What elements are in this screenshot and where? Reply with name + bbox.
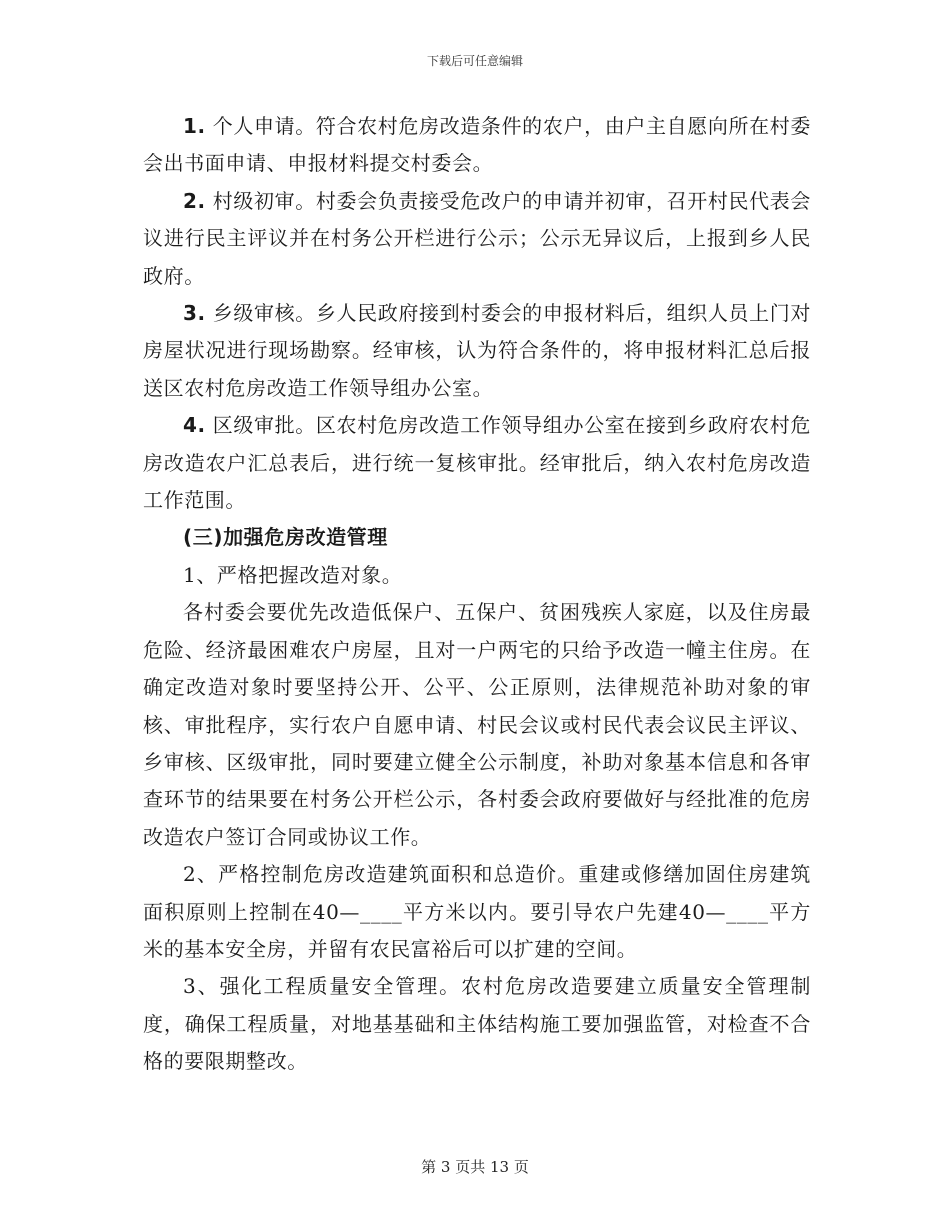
paragraph-area-cost-control: 2、严格控制危房改造建筑面积和总造价。重建或修缮加固住房建筑面积原则上控制在40—____平方米以内。要引导农户先建40—____平方米的基本安全房，并留有农民富裕后可以扩建的空间。 [143,862,811,961]
paragraph-text: 乡级审核。乡人民政府接到村委会的申报材料后，组织人员上门对房屋状况进行现场勘察。经审核，认为符合条件的，将申报材料汇总后报送区农村危房改造工作领导组办公室。 [143,301,811,400]
list-number: 2. [183,188,206,213]
paragraph-text: 个人申请。符合农村危房改造条件的农户，由户主自愿向所在村委会出书面申请、申报材料提交村委会。 [143,114,811,176]
list-number: 4. [183,413,206,438]
list-number: 1. [183,114,206,138]
document-body [143,108,811,1081]
paragraph-text: 区级审批。区农村危房改造工作领导组办公室在接到乡政府农村危房改造农户汇总表后，进行统一复核审批。经审批后，纳入农村危房改造工作范围。 [143,413,811,513]
paragraph-quality-safety: 3、强化工程质量安全管理。农村危房改造要建立质量安全管理制度，确保工程质量，对地基基础和主体结构施工要加强监管，对检查不合格的要限期整改。 [143,974,811,1074]
paragraph-personal-application [143,108,811,183]
page-footer: 第 3 页共 13 页 [421,1158,529,1176]
paragraph-district-approval [143,407,811,519]
paragraph-township-review [143,295,811,407]
list-number: 3. [183,301,206,326]
subsection-title: 1、严格把握改造对象。 [183,562,403,587]
paragraph-target-selection: 各村委会要优先改造低保户、五保户、贫困残疾人家庭，以及住房最危险、经济最困难农户房屋，且对一户两宅的只给予改造一幢主住房。在确定改造对象时要坚持公开、公平、公正原则，法律规范补助对象的审核、审批程序，实行农户自愿申请、村民会议或村民代表会议民主评议、乡审核、区级审批，同时要建立健全公示制度，补助对象基本信息和各审查环节的结果要在村务公开栏公示，各村委会政府要做好与经批准的危房改造农户签订合同或协议工作。 [143,600,811,849]
section-heading: (三)加强危房改造管理 [183,525,388,550]
paragraph-text: 村级初审。村委会负责接受危改户的申请并初审，召开村民代表会议进行民主评议并在村务公开栏进行公示；公示无异议后，上报到乡人民政府。 [143,188,811,288]
page-header: 下载后可任意编辑 [426,54,523,68]
paragraph-village-review [143,183,811,295]
